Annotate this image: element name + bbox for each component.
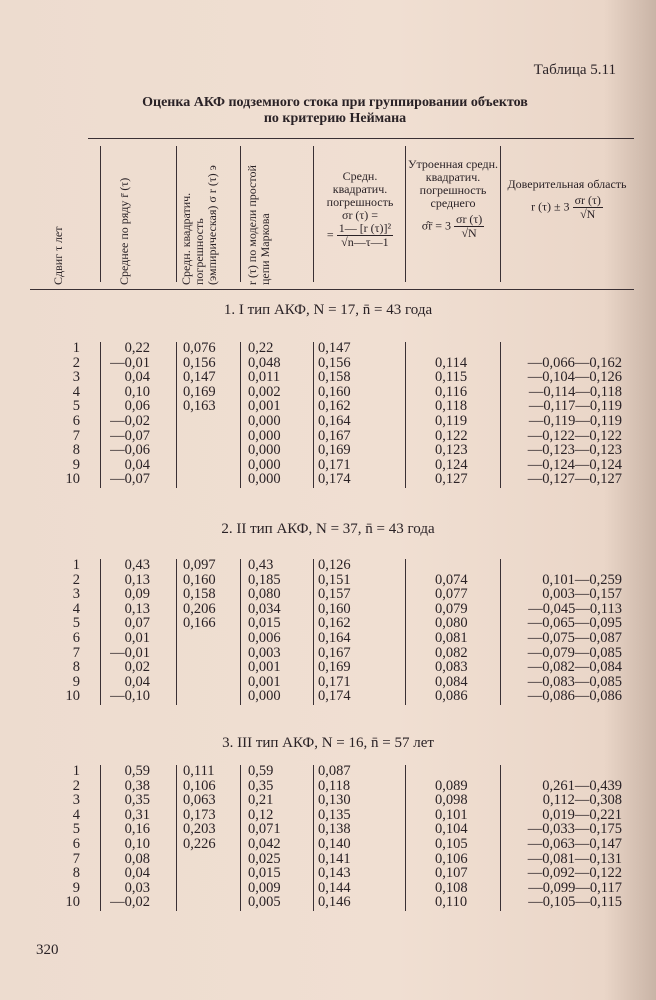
column-divider bbox=[176, 765, 177, 911]
table-cell: 0,04 bbox=[124, 673, 150, 690]
table-cell: 0,084 bbox=[435, 673, 468, 690]
table-cell: 0,146 bbox=[318, 894, 351, 911]
section-title: 1. I тип АКФ, N = 17, n̄ = 43 года bbox=[223, 302, 433, 318]
table-cell: 0,006 bbox=[248, 630, 281, 646]
table-cell: 0,226 bbox=[183, 836, 216, 852]
table-cell: 0,000 bbox=[248, 471, 281, 488]
table-cell: 0,101—0,259 bbox=[542, 571, 622, 588]
table-cell: 0,123 bbox=[435, 442, 468, 459]
table-cell: 0,151 bbox=[318, 571, 351, 588]
table-cell: 5 bbox=[72, 821, 80, 838]
table-cell: 0,110 bbox=[435, 894, 468, 911]
table-cell: 1 bbox=[72, 340, 80, 356]
table-cell: 2 bbox=[72, 571, 80, 588]
column-divider bbox=[500, 765, 501, 911]
table-cell: —0,117—0,119 bbox=[528, 398, 622, 415]
table-cell: 4 bbox=[72, 600, 80, 617]
table-cell: 0,082 bbox=[435, 644, 468, 661]
formula-lhs: σ̂r̄ = 3 bbox=[421, 218, 451, 233]
table-cell: —0,079—0,085 bbox=[527, 644, 622, 661]
formula-denominator: √N bbox=[580, 207, 596, 221]
column-divider bbox=[500, 559, 501, 705]
table-cell: 0,001 bbox=[248, 398, 281, 415]
table-cell: 1 bbox=[72, 557, 80, 573]
table-cell: 0,156 bbox=[318, 354, 351, 371]
table-cell: 0,147 bbox=[183, 369, 216, 386]
table-cell: 0,141 bbox=[318, 850, 351, 867]
column-divider bbox=[176, 342, 177, 488]
table-cell: 3 bbox=[72, 369, 80, 386]
table-heading bbox=[90, 95, 580, 127]
table-cell: —0,07 bbox=[110, 471, 150, 488]
table-cell: 0,000 bbox=[248, 427, 281, 444]
table-cell: 0,005 bbox=[248, 894, 281, 911]
table-cell: 0,160 bbox=[183, 571, 216, 588]
table-cell: 0,009 bbox=[248, 879, 281, 896]
table-cell: 0,203 bbox=[183, 821, 216, 838]
column-divider bbox=[313, 342, 314, 488]
table-cell: 0,10 bbox=[124, 836, 150, 852]
column-divider bbox=[405, 765, 406, 911]
table-cell: 0,063 bbox=[183, 792, 216, 809]
table-cell: 0,015 bbox=[248, 865, 281, 882]
table-cell: —0,092—0,122 bbox=[527, 865, 622, 882]
table-cell: 0,02 bbox=[124, 659, 150, 676]
table-cell: 0,01 bbox=[124, 630, 150, 646]
table-cell: 0,261—0,439 bbox=[542, 777, 622, 794]
table-cell: 0,015 bbox=[248, 615, 281, 632]
table-cell: 6 bbox=[72, 413, 80, 429]
table-cell: 0,000 bbox=[248, 688, 281, 705]
table-cell: —0,119—0,119 bbox=[528, 413, 622, 429]
table-cell: 7 bbox=[72, 850, 80, 867]
table-cell: 0,43 bbox=[248, 557, 274, 573]
header-shift: Сдвиг τ лет bbox=[51, 226, 65, 285]
table-cell: 0,019—0,221 bbox=[542, 806, 622, 823]
table-cell: —0,122—0,122 bbox=[527, 427, 622, 444]
column-divider bbox=[313, 765, 314, 911]
table-cell: 0,076 bbox=[183, 340, 216, 356]
table-cell: 0,077 bbox=[435, 586, 468, 603]
table-cell: 7 bbox=[72, 427, 80, 444]
table-cell: 0,04 bbox=[124, 369, 150, 386]
table-cell: —0,066—0,162 bbox=[527, 354, 622, 371]
table-cell: 0,38 bbox=[124, 777, 150, 794]
table-cell: 0,080 bbox=[435, 615, 468, 632]
table-cell: 9 bbox=[72, 879, 80, 896]
column-divider bbox=[405, 559, 406, 705]
table-cell: 1 bbox=[72, 763, 80, 779]
header-confidence-text: Доверительная область bbox=[507, 177, 627, 191]
formula-numerator: σr (τ) bbox=[455, 212, 483, 226]
table-cell: 0,127 bbox=[435, 471, 468, 488]
column-divider bbox=[100, 146, 101, 282]
table-cell: 0,04 bbox=[124, 456, 150, 473]
table-cell: 0,115 bbox=[435, 369, 468, 386]
table-cell: 0,130 bbox=[318, 792, 351, 809]
formula-numerator: σr (τ) bbox=[574, 193, 601, 207]
table-cell: 0,001 bbox=[248, 673, 281, 690]
table-cell: 0,097 bbox=[183, 557, 216, 573]
table-cell: 0,13 bbox=[124, 600, 150, 617]
table-cell: 0,003 bbox=[248, 644, 281, 661]
table-cell: 0,143 bbox=[318, 865, 351, 882]
table-cell: 0,087 bbox=[318, 763, 351, 779]
table-cell: —0,104—0,126 bbox=[527, 369, 622, 386]
table-cell: 0,158 bbox=[183, 586, 216, 603]
table-cell: 8 bbox=[72, 442, 80, 459]
table-cell: 0,124 bbox=[435, 456, 468, 473]
table-cell: 0,167 bbox=[318, 644, 351, 661]
table-cell: —0,02 bbox=[110, 413, 150, 429]
table-cell: 0,08 bbox=[124, 850, 150, 867]
table-cell: 0,171 bbox=[318, 456, 351, 473]
column-divider bbox=[240, 146, 241, 282]
table-cell: 6 bbox=[72, 630, 80, 646]
table-cell: 0,166 bbox=[183, 615, 216, 632]
table-cell: 0,083 bbox=[435, 659, 468, 676]
column-divider bbox=[240, 559, 241, 705]
column-divider bbox=[100, 342, 101, 488]
header-bottom-rule bbox=[30, 289, 634, 290]
table-cell: 0,001 bbox=[248, 659, 281, 676]
formula-lhs: r (τ) ± 3 bbox=[531, 199, 570, 214]
column-divider bbox=[500, 146, 501, 282]
table-cell: —0,01 bbox=[110, 644, 150, 661]
table-cell: 0,042 bbox=[248, 836, 281, 852]
column-divider bbox=[313, 559, 314, 705]
header-empirical-error: Средн. квадратич. погрешность (эмпирическая) σ r (τ) э bbox=[179, 165, 219, 285]
table-cell: 0,169 bbox=[318, 659, 351, 676]
table-cell: 0,011 bbox=[248, 369, 281, 386]
table-cell: —0,099—0,117 bbox=[528, 879, 622, 896]
table-cell: 0,105 bbox=[435, 836, 468, 852]
table-cell: 0,122 bbox=[435, 427, 468, 444]
table-cell: 0,22 bbox=[124, 340, 150, 356]
table-cell: 0,162 bbox=[318, 398, 351, 415]
table-cell: 0,22 bbox=[248, 340, 274, 356]
table-cell: 0,108 bbox=[435, 879, 468, 896]
table-cell: 0,10 bbox=[124, 383, 150, 400]
table-cell: 0,21 bbox=[248, 792, 274, 809]
table-cell: 0,071 bbox=[248, 821, 281, 838]
section-title: 2. II тип АКФ, N = 37, n̄ = 43 года bbox=[221, 521, 435, 537]
table-cell: 0,118 bbox=[435, 398, 468, 415]
table-cell: 0,135 bbox=[318, 806, 351, 823]
table-cell: 0,080 bbox=[248, 586, 281, 603]
column-divider bbox=[405, 342, 406, 488]
table-cell: —0,124—0,124 bbox=[527, 456, 622, 473]
table-cell: 0,59 bbox=[248, 763, 274, 779]
page-number: 320 bbox=[36, 942, 59, 958]
table-cell: 0,111 bbox=[183, 763, 215, 779]
table-cell: 0,167 bbox=[318, 427, 351, 444]
table-cell: 0,164 bbox=[318, 413, 351, 429]
table-cell: 3 bbox=[72, 586, 80, 603]
table-cell: 6 bbox=[72, 836, 80, 852]
table-cell: 0,089 bbox=[435, 777, 468, 794]
heading-line-2: по критерию Неймана bbox=[263, 111, 407, 126]
header-rms-sigma: σr (τ) = bbox=[341, 208, 379, 222]
table-cell: 0,12 bbox=[248, 806, 274, 823]
table-cell: 0,025 bbox=[248, 850, 281, 867]
table-cell: —0,086—0,086 bbox=[527, 688, 622, 705]
table-cell: 0,002 bbox=[248, 383, 281, 400]
table-cell: 2 bbox=[72, 354, 80, 371]
table-cell: 0,158 bbox=[318, 369, 351, 386]
table-cell: 0,160 bbox=[318, 383, 351, 400]
column-divider bbox=[100, 765, 101, 911]
table-cell: 0,13 bbox=[124, 571, 150, 588]
table-cell: 0,169 bbox=[183, 383, 216, 400]
header-rms-error: Средн. квадратич. погрешность σr (τ) = = $\frac{\text{1— [r (τ)]²}}{√n—\tau—1}$ bbox=[314, 170, 406, 249]
header-rms-text: Средн. квадратич. погрешность bbox=[326, 169, 394, 209]
table-cell: 8 bbox=[72, 659, 80, 676]
table-cell: 0,116 bbox=[435, 383, 468, 400]
table-cell: —0,063—0,147 bbox=[527, 836, 622, 852]
table-cell: 0,144 bbox=[318, 879, 351, 896]
header-triple-error bbox=[406, 158, 500, 240]
table-cell: 4 bbox=[72, 383, 80, 400]
table-cell: 0,106 bbox=[183, 777, 216, 794]
table-cell: 9 bbox=[72, 673, 80, 690]
table-cell: 10 bbox=[65, 688, 80, 705]
column-divider bbox=[500, 342, 501, 488]
table-cell: 0,35 bbox=[248, 777, 274, 794]
table-cell: 0,160 bbox=[318, 600, 351, 617]
table-cell: 5 bbox=[72, 615, 80, 632]
table-cell: —0,02 bbox=[110, 894, 150, 911]
header-confidence bbox=[502, 178, 632, 221]
section-title: 3. III тип АКФ, N = 16, n̄ = 57 лет bbox=[222, 735, 434, 751]
table-cell: 0,081 bbox=[435, 630, 468, 646]
column-divider bbox=[240, 765, 241, 911]
table-cell: 0,119 bbox=[435, 413, 468, 429]
table-cell: —0,06 bbox=[110, 442, 150, 459]
table-cell: 4 bbox=[72, 806, 80, 823]
table-cell: 0,174 bbox=[318, 688, 351, 705]
table-cell: —0,123—0,123 bbox=[527, 442, 622, 459]
heading-line-1: Оценка АКФ подземного стока при группировании объектов bbox=[142, 95, 528, 110]
table-cell: 0,079 bbox=[435, 600, 468, 617]
table-cell: 0,107 bbox=[435, 865, 468, 882]
table-cell: 0,174 bbox=[318, 471, 351, 488]
table-cell: 0,074 bbox=[435, 571, 468, 588]
table-cell: 0,000 bbox=[248, 456, 281, 473]
table-cell: —0,127—0,127 bbox=[527, 471, 622, 488]
header-triple-text: Утроенная средн. квадратич. погрешность среднего bbox=[407, 157, 499, 210]
table-cell: 0,169 bbox=[318, 442, 351, 459]
table-cell: 0,173 bbox=[183, 806, 216, 823]
table-cell: 0,156 bbox=[183, 354, 216, 371]
table-cell: —0,075—0,087 bbox=[527, 630, 622, 646]
table-cell: 0,140 bbox=[318, 836, 351, 852]
table-cell: —0,01 bbox=[110, 354, 150, 371]
table-cell: 10 bbox=[65, 471, 80, 488]
table-cell: 0,000 bbox=[248, 442, 281, 459]
table-cell: 0,185 bbox=[248, 571, 281, 588]
table-cell: 0,163 bbox=[183, 398, 216, 415]
table-cell: 0,003—0,157 bbox=[542, 586, 622, 603]
table-cell: 0,000 bbox=[248, 413, 281, 429]
table-cell: —0,083—0,085 bbox=[527, 673, 622, 690]
table-cell: 2 bbox=[72, 777, 80, 794]
table-cell: 0,138 bbox=[318, 821, 351, 838]
formula-denominator: √n—τ—1 bbox=[341, 235, 389, 249]
table-cell: 8 bbox=[72, 865, 80, 882]
table-cell: 5 bbox=[72, 398, 80, 415]
header-top-rule bbox=[88, 138, 634, 139]
table-cell: 0,31 bbox=[124, 806, 150, 823]
table-cell: 0,157 bbox=[318, 586, 351, 603]
table-cell: 0,06 bbox=[124, 398, 150, 415]
table-cell: 9 bbox=[72, 456, 80, 473]
table-cell: —0,105—0,115 bbox=[528, 894, 622, 911]
table-cell: —0,033—0,175 bbox=[527, 821, 622, 838]
table-cell: 0,164 bbox=[318, 630, 351, 646]
column-divider bbox=[100, 559, 101, 705]
table-cell: 0,114 bbox=[435, 354, 468, 371]
header-mean: Среднее по ряду r̄ (τ) bbox=[117, 177, 131, 285]
table-cell: 0,104 bbox=[435, 821, 468, 838]
table-cell: —0,082—0,084 bbox=[527, 659, 622, 676]
column-divider bbox=[240, 342, 241, 488]
table-cell: 0,048 bbox=[248, 354, 281, 371]
header-markov: r (τ) по модели простой цепи Маркова bbox=[245, 165, 272, 285]
table-cell: 0,086 bbox=[435, 688, 468, 705]
table-cell: —0,065—0,095 bbox=[527, 615, 622, 632]
table-cell: 3 bbox=[72, 792, 80, 809]
table-cell: —0,081—0,131 bbox=[527, 850, 622, 867]
table-cell: 0,112—0,308 bbox=[542, 792, 622, 809]
table-cell: 0,04 bbox=[124, 865, 150, 882]
formula-numerator: 1— [r (τ)]² bbox=[338, 221, 392, 235]
table-cell: 0,106 bbox=[435, 850, 468, 867]
table-cell: 0,07 bbox=[124, 615, 150, 632]
table-label: Таблица 5.11 bbox=[533, 62, 616, 78]
table-cell: 0,101 bbox=[435, 806, 468, 823]
table-cell: 0,16 bbox=[124, 821, 150, 838]
table-cell: 0,162 bbox=[318, 615, 351, 632]
table-cell: 0,09 bbox=[124, 586, 150, 603]
table-cell: 0,118 bbox=[318, 777, 351, 794]
table-cell: 10 bbox=[65, 894, 80, 911]
table-cell: 0,098 bbox=[435, 792, 468, 809]
table-cell: —0,10 bbox=[110, 688, 150, 705]
table-cell: 0,034 bbox=[248, 600, 281, 617]
formula-denominator: √N bbox=[461, 226, 477, 240]
table-cell: 7 bbox=[72, 644, 80, 661]
table-cell: 0,43 bbox=[124, 557, 150, 573]
table-cell: —0,045—0,113 bbox=[528, 600, 622, 617]
table-cell: 0,35 bbox=[124, 792, 150, 809]
table-cell: 0,171 bbox=[318, 673, 351, 690]
column-divider bbox=[176, 559, 177, 705]
table-cell: —0,07 bbox=[110, 427, 150, 444]
table-cell: —0,114—0,118 bbox=[528, 383, 622, 400]
table-cell: 0,03 bbox=[124, 879, 150, 896]
table-cell: 0,126 bbox=[318, 557, 351, 573]
table-cell: 0,206 bbox=[183, 600, 216, 617]
table-cell: 0,59 bbox=[124, 763, 150, 779]
column-divider bbox=[176, 146, 177, 282]
table-cell: 0,147 bbox=[318, 340, 351, 356]
